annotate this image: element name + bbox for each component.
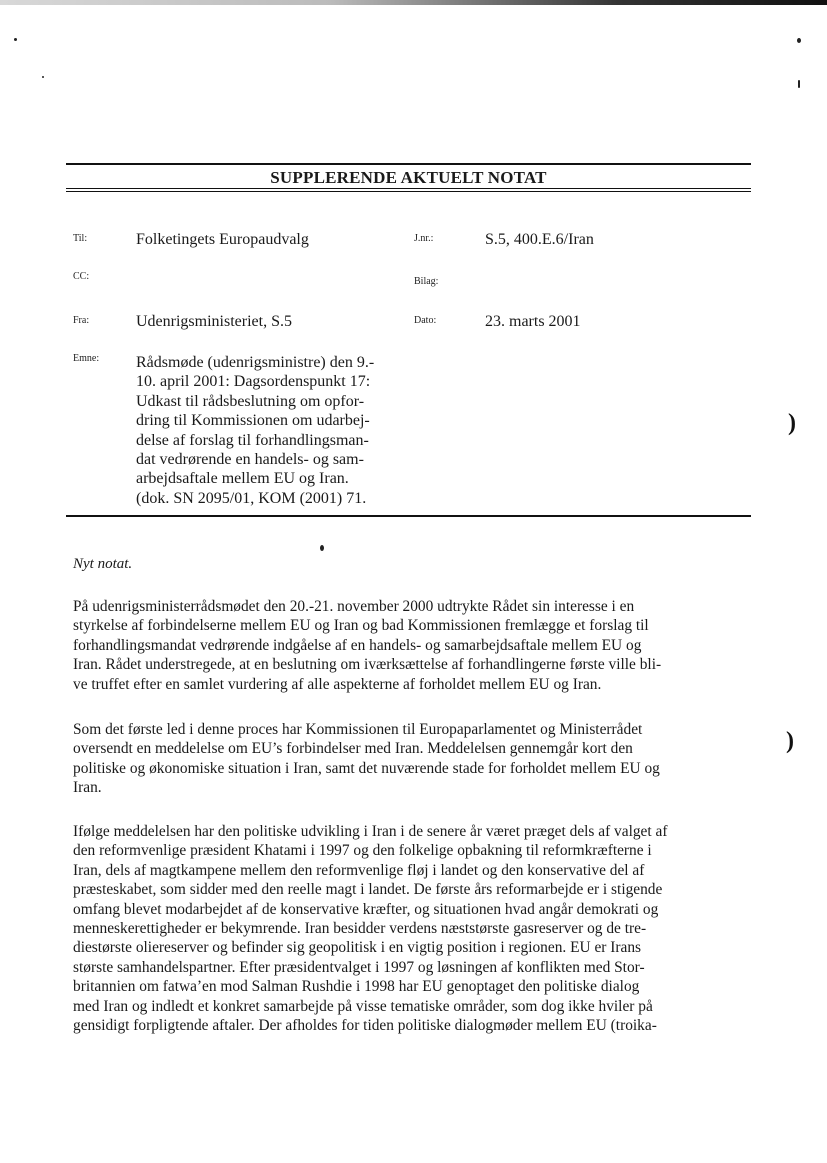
field-value-til: Folketingets Europaudvalg bbox=[136, 231, 309, 248]
header-rule-bottom bbox=[66, 515, 751, 517]
field-label-dato: Dato: bbox=[414, 315, 437, 326]
field-value-dato: 23. marts 2001 bbox=[485, 313, 581, 330]
paragraph-line: oversendt en meddelelse om EU’s forbindelser med Iran. Meddelelsen gennemgår kort den bbox=[73, 740, 633, 758]
subject-line: delse af forslag til forhandlingsman- bbox=[136, 431, 369, 449]
field-value-jnr: S.5, 400.E.6/Iran bbox=[485, 231, 594, 248]
header-rule-thick bbox=[66, 191, 751, 193]
paragraph-3 bbox=[73, 822, 753, 1035]
subject-line: dat vedrørende en handels- og sam- bbox=[136, 451, 364, 469]
scan-speck bbox=[797, 38, 801, 43]
field-label-bilag: Bilag: bbox=[414, 276, 439, 287]
subject-line: (dok. SN 2095/01, KOM (2001) 71. bbox=[136, 489, 367, 507]
paragraph-line: præsteskabet, som sidder med den reelle magt i landet. De første års reformarbejde er i stigende bbox=[73, 881, 663, 899]
paragraph-line: britannien om fatwa’en mod Salman Rushdie i 1998 har EU genoptaget den politiske dialog bbox=[73, 978, 640, 996]
paragraph-line: forhandlingsmandat vedrørende indgåelse af en handels- og samarbejdsaftale mellem EU og bbox=[73, 636, 642, 654]
paragraph-line: største samhandelspartner. Efter præsidentvalget i 1997 og løsningen af konflikten med Stor- bbox=[73, 958, 645, 976]
paragraph-1 bbox=[73, 597, 753, 694]
scan-speck bbox=[42, 76, 44, 78]
subject-line: Udkast til rådsbeslutning om opfor- bbox=[136, 392, 365, 410]
header-rule-top bbox=[66, 163, 751, 165]
subject-line: Rådsmøde (udenrigsministre) den 9.- bbox=[136, 354, 375, 371]
paragraph-line: diestørste oliereserver og befinder sig geopolitisk i en vigtig position i regionen. EU er Irans bbox=[73, 939, 642, 957]
paragraph-line: politiske og økonomiske situation i Iran, samt det nuværende stade for forholdet mellem EU og bbox=[73, 759, 660, 777]
subject-text bbox=[136, 353, 406, 508]
field-label-cc: CC: bbox=[73, 271, 90, 282]
scan-speck bbox=[320, 545, 324, 551]
field-value-fra: Udenrigsministeriet, S.5 bbox=[136, 313, 292, 330]
scan-speck bbox=[14, 38, 17, 41]
field-label-til: Til: bbox=[73, 233, 88, 244]
paragraph-line: ve truffet efter en samlet vurdering af alle aspekterne af forholdet mellem EU og Iran. bbox=[73, 675, 602, 693]
field-label-jnr: J.nr.: bbox=[414, 233, 434, 244]
paragraph-line: Iran, dels af magtkampene mellem den reformvenlige fløj i landet og den konservative del af bbox=[73, 861, 645, 879]
paragraph-line: styrkelse af forbindelserne mellem EU og Iran og bad Kommissionen fremlægge et forslag til bbox=[73, 617, 649, 635]
paragraph-line: omfang blevet modarbejdet af de konservative kræfter, og situationen hvad angår demokrati og bbox=[73, 900, 659, 918]
paragraph-line: Ifølge meddelelsen har den politiske udvikling i Iran i de senere år været præget dels af valget af bbox=[73, 823, 668, 840]
field-label-fra: Fra: bbox=[73, 315, 90, 326]
field-label-emne: Emne: bbox=[73, 353, 100, 364]
subject-line: dring til Kommissionen om udarbej- bbox=[136, 412, 370, 430]
scan-edge bbox=[0, 0, 827, 5]
paragraph-line: Iran. bbox=[73, 779, 102, 797]
note-type: Nyt notat. bbox=[73, 556, 133, 572]
paragraph-line: med Iran og indledt et konkret samarbejde på visse tematiske områder, som dog ikke hviler på bbox=[73, 997, 653, 1015]
margin-bracket-mark: ) bbox=[788, 410, 796, 436]
paragraph-line: menneskerettigheder er bekymrende. Iran besidder verdens næststørste gasreserver og de tre- bbox=[73, 920, 647, 938]
header-rule-thin bbox=[66, 188, 751, 189]
margin-bracket-mark: ) bbox=[786, 728, 794, 754]
paragraph-line: den reformvenlige præsident Khatami i 1997 og den folkelige opbakning til reformkræfterne i bbox=[73, 842, 652, 860]
paragraph-line: Iran. Rådet understregede, at en beslutning om iværksættelse af forhandlingerne første ville bli- bbox=[73, 656, 662, 674]
scan-speck bbox=[798, 80, 800, 88]
paragraph-line: Som det første led i denne proces har Kommissionen til Europaparlamentet og Ministerrådet bbox=[73, 721, 643, 738]
subject-line: arbejdsaftale mellem EU og Iran. bbox=[136, 470, 349, 488]
subject-line: 10. april 2001: Dagsordenspunkt 17: bbox=[136, 373, 371, 391]
paragraph-2 bbox=[73, 720, 753, 798]
paragraph-line: På udenrigsministerrådsmødet den 20.-21. november 2000 udtrykte Rådet sin interesse i en bbox=[73, 598, 635, 615]
document-title: SUPPLERENDE AKTUELT NOTAT bbox=[270, 168, 547, 187]
paragraph-line: gensidigt forpligtende aftaler. Der afholdes for tiden politiske dialogmøder mellem EU (troika- bbox=[73, 1017, 657, 1035]
